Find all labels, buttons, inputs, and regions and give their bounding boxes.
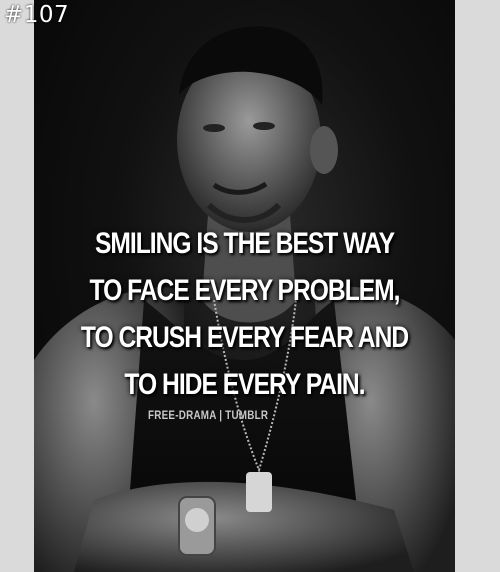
left-border xyxy=(0,0,34,572)
right-eye xyxy=(253,122,275,130)
quote-line: SMILING IS THE BEST WAY xyxy=(94,227,395,260)
dog-tag xyxy=(246,472,272,512)
quote-text xyxy=(72,220,417,408)
right-border xyxy=(455,0,500,572)
ear xyxy=(310,126,338,174)
left-eye xyxy=(203,124,225,132)
watch-face xyxy=(185,508,209,532)
quote-line: TO FACE EVERY PROBLEM, xyxy=(89,274,400,307)
quote-line: TO HIDE EVERY PAIN. xyxy=(124,368,365,401)
quote-line: TO CRUSH EVERY FEAR AND xyxy=(80,321,409,354)
post-number: #107 xyxy=(4,2,70,28)
watermark: FREE-DRAMA | TUMBLR xyxy=(148,408,269,422)
